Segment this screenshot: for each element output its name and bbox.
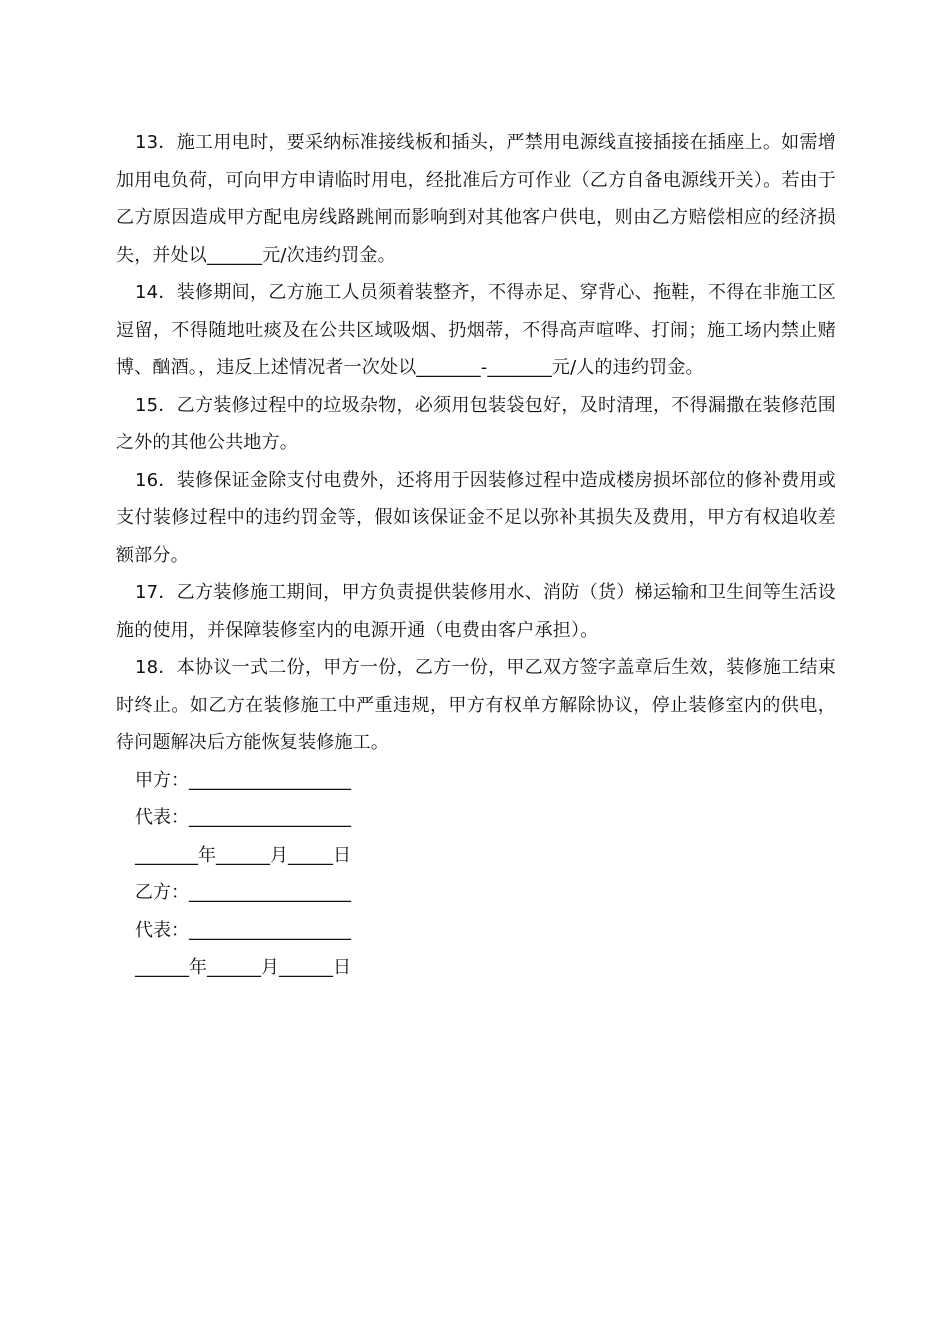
clause-15: 15．乙方装修过程中的垃圾杂物，必须用包装袋包好，及时清理，不得漏撒在装修范围之外的其他公共地方。 — [116, 394, 836, 453]
party-b-representative-line: 代表：__________________ — [135, 919, 351, 941]
clause-13: 13．施工用电时，要采纳标准接线板和插头，严禁用电源线直接插接在插座上。如需增加用电负荷，可向甲方申请临时用电，经批准后方可作业（乙方自备电源线开关）。若由于乙方原因造成甲方配电房线路跳闸而影响到对其他客户供电，则由乙方赔偿相应的经济损失，并处以______元/次违约罚金。 — [116, 132, 836, 266]
party-b-date-line: ______年______月______日 — [135, 957, 351, 978]
clause-18: 18．本协议一式二份，甲方一份，乙方一份，甲乙双方签字盖章后生效，装修施工结束时终止。如乙方在装修施工中严重违规，甲方有权单方解除协议，停止装修室内的供电，待问题解决后方能恢复装修施工。 — [116, 657, 836, 753]
document-page — [116, 124, 836, 987]
clause-14: 14．装修期间，乙方施工人员须着装整齐，不得赤足、穿背心、拖鞋，不得在非施工区逗留，不得随地吐痰及在公共区域吸烟、扔烟蒂，不得高声喧哗、打闹；施工场内禁止赌博、酗酒。，违反上述情况者一次处以_______-_______元/人的违约罚金。 — [116, 282, 836, 378]
party-a-date-line: _______年______月_____日 — [135, 844, 351, 866]
signature-block — [116, 762, 836, 987]
clause-16: 16．装修保证金除支付电费外，还将用于因装修过程中造成楼房损坏部位的修补费用或支付装修过程中的违约罚金等，假如该保证金不足以弥补其损失及费用，甲方有权追收差额部分。 — [116, 469, 836, 566]
clause-17: 17．乙方装修施工期间，甲方负责提供装修用水、消防（货）梯运输和卫生间等生活设施的使用，并保障装修室内的电源开通（电费由客户承担）。 — [116, 582, 836, 641]
party-b-line: 乙方：__________________ — [135, 882, 351, 903]
party-a-representative-line: 代表：__________________ — [135, 807, 351, 828]
party-a-line: 甲方：__________________ — [135, 769, 351, 791]
